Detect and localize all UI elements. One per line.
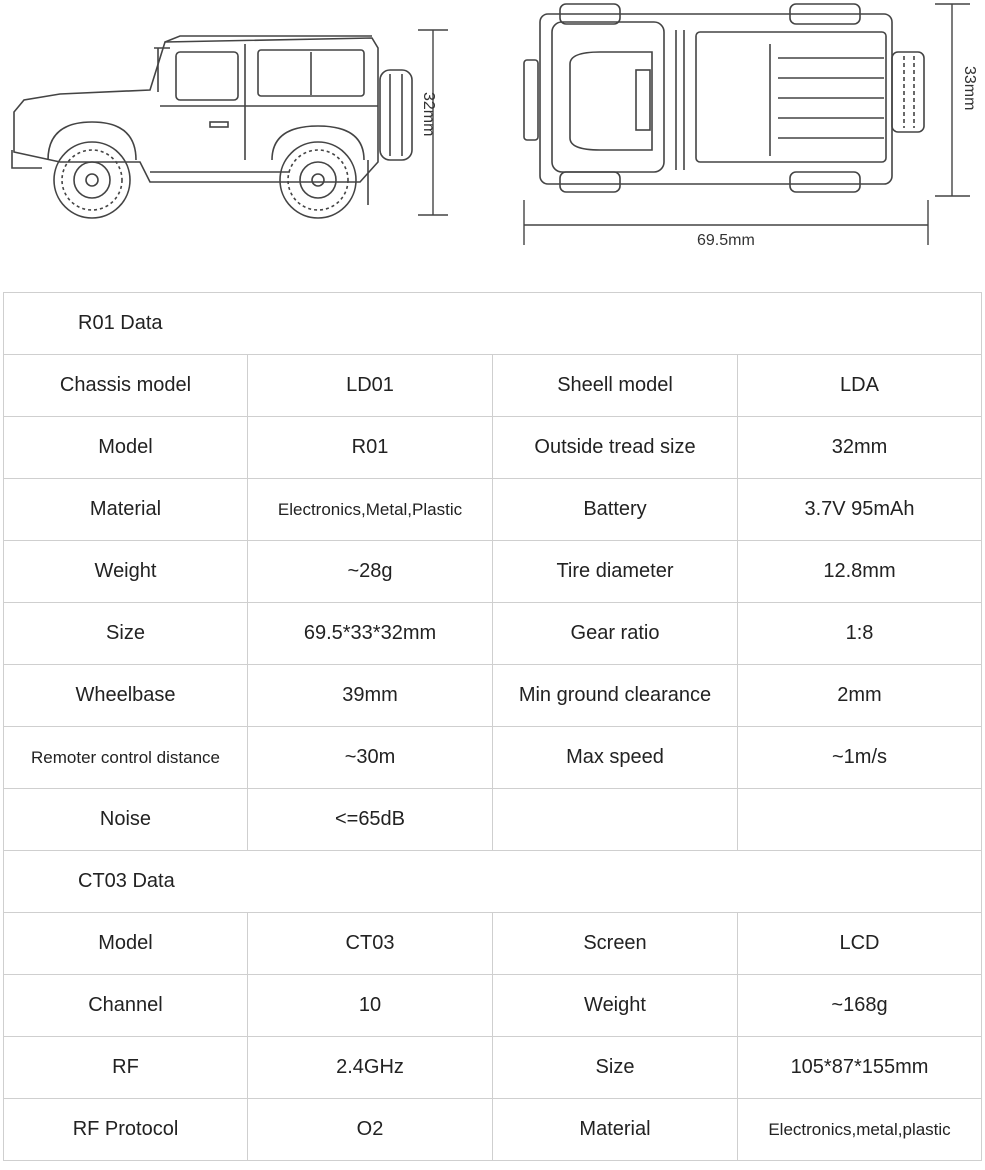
spec-value: 1:8 <box>738 603 982 665</box>
table-row <box>4 727 982 789</box>
spec-value <box>738 789 982 851</box>
spec-label: Weight <box>4 541 248 603</box>
spec-label: Material <box>4 479 248 541</box>
side-view-vehicle <box>12 36 412 205</box>
spec-label: Remoter control distance <box>4 727 248 789</box>
section-header-ct03 <box>4 851 982 913</box>
spec-label: Channel <box>4 975 248 1037</box>
spec-value: 12.8mm <box>738 541 982 603</box>
table-row <box>4 789 982 851</box>
spec-value: LDA <box>738 355 982 417</box>
table-row <box>4 1037 982 1099</box>
table-row <box>4 541 982 603</box>
spec-label: Size <box>493 1037 738 1099</box>
spec-label: Tire diameter <box>493 541 738 603</box>
spec-label: Wheelbase <box>4 665 248 727</box>
section-title: R01 Data <box>4 293 982 355</box>
table-row <box>4 975 982 1037</box>
spec-label: Model <box>4 913 248 975</box>
spec-label: Sheell model <box>493 355 738 417</box>
spec-value: 105*87*155mm <box>738 1037 982 1099</box>
spec-label: Outside tread size <box>493 417 738 479</box>
length-dimension-label: 69.5mm <box>697 232 755 249</box>
table-row <box>4 665 982 727</box>
spec-label: RF Protocol <box>4 1099 248 1161</box>
width-dimension-label: 33mm <box>961 66 978 111</box>
spec-value: LD01 <box>248 355 493 417</box>
spec-label: Min ground clearance <box>493 665 738 727</box>
spec-label: Material <box>493 1099 738 1161</box>
spec-label: Chassis model <box>4 355 248 417</box>
spec-value: LCD <box>738 913 982 975</box>
spec-label: Max speed <box>493 727 738 789</box>
spec-value: <=65dB <box>248 789 493 851</box>
vehicle-drawings-svg <box>0 0 985 290</box>
height-dimension-label: 32mm <box>420 92 437 137</box>
spec-label: Screen <box>493 913 738 975</box>
table-row <box>4 417 982 479</box>
spec-value: O2 <box>248 1099 493 1161</box>
table-row <box>4 479 982 541</box>
spec-value: Electronics,Metal,Plastic <box>248 479 493 541</box>
table-row <box>4 355 982 417</box>
spec-value: ~1m/s <box>738 727 982 789</box>
spec-value: ~30m <box>248 727 493 789</box>
spec-label: Model <box>4 417 248 479</box>
spec-value: ~168g <box>738 975 982 1037</box>
side-view-wheels <box>54 142 356 218</box>
section-header-r01 <box>4 293 982 355</box>
spec-label <box>493 789 738 851</box>
spec-value: 2mm <box>738 665 982 727</box>
spec-value: 2.4GHz <box>248 1037 493 1099</box>
spec-value: 10 <box>248 975 493 1037</box>
top-view-vehicle <box>524 4 924 192</box>
spec-label: Battery <box>493 479 738 541</box>
spec-value: 32mm <box>738 417 982 479</box>
spec-label: Weight <box>493 975 738 1037</box>
spec-value: 3.7V 95mAh <box>738 479 982 541</box>
spec-value: R01 <box>248 417 493 479</box>
section-title: CT03 Data <box>4 851 982 913</box>
spec-label: Gear ratio <box>493 603 738 665</box>
spec-label: Noise <box>4 789 248 851</box>
table-row <box>4 1099 982 1161</box>
spec-value: 69.5*33*32mm <box>248 603 493 665</box>
specs-table <box>3 292 982 1161</box>
spec-value: Electronics,metal,plastic <box>738 1099 982 1161</box>
dimension-drawings <box>0 0 985 290</box>
spec-value: ~28g <box>248 541 493 603</box>
spec-value: 39mm <box>248 665 493 727</box>
table-row <box>4 603 982 665</box>
spec-label: RF <box>4 1037 248 1099</box>
spec-label: Size <box>4 603 248 665</box>
table-row <box>4 913 982 975</box>
spec-value: CT03 <box>248 913 493 975</box>
